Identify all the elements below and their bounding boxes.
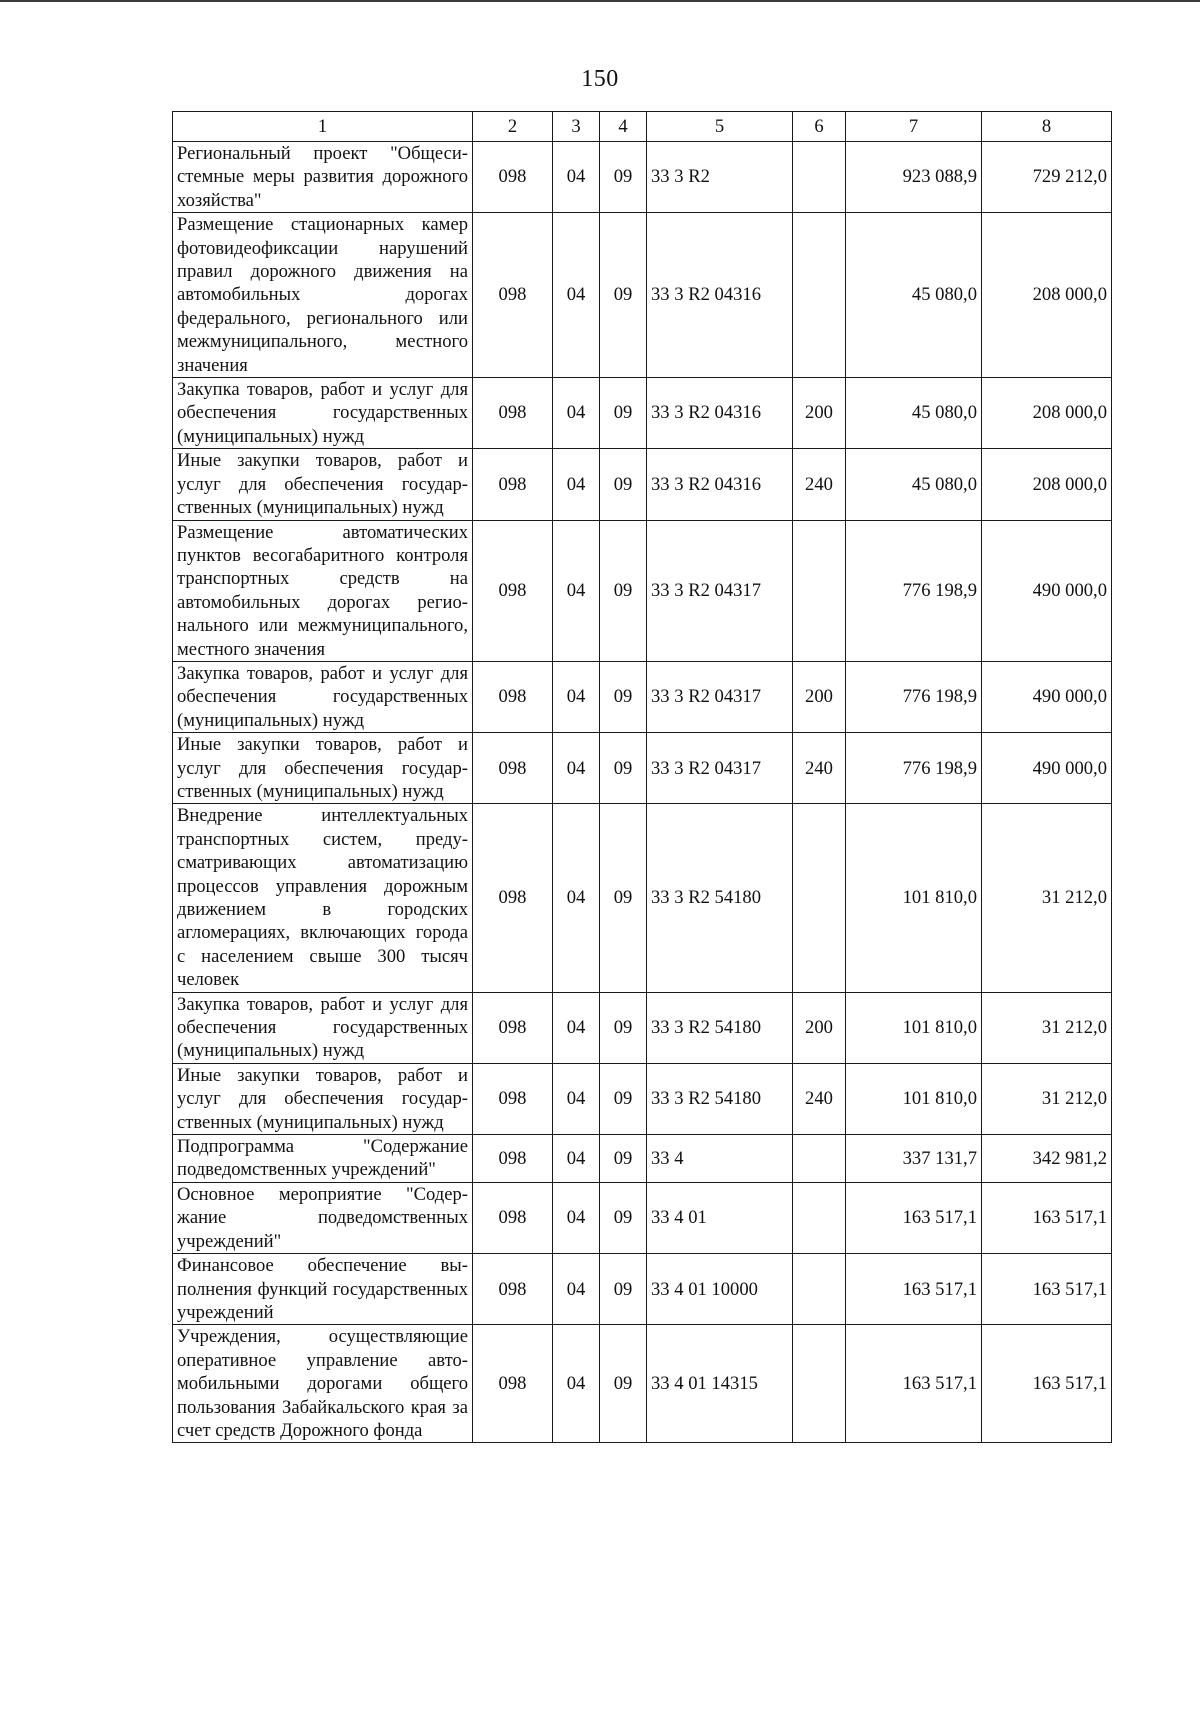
line-item-name: Внедрение интеллектуальных транспортных систем, предусматривающих автоматизацию процессов управления дорожным движением в городских агломерациях, включающих города с населением свыше 300 тысяч человек	[173, 804, 473, 992]
subsection-code: 09	[600, 804, 647, 992]
subsection-code: 09	[600, 1063, 647, 1134]
expense-type-code	[793, 520, 846, 661]
column-header: 6	[793, 112, 846, 142]
target-article-code: 33 3 R2 04317	[647, 520, 793, 661]
expense-type-code: 240	[793, 733, 846, 804]
subsection-code: 09	[600, 378, 647, 449]
ministry-code: 098	[473, 804, 553, 992]
target-article-code: 33 4	[647, 1135, 793, 1183]
ministry-code: 098	[473, 142, 553, 213]
section-code: 04	[553, 213, 600, 378]
section-code: 04	[553, 804, 600, 992]
amount-year-1: 923 088,9	[846, 142, 982, 213]
table-row	[173, 142, 1112, 213]
amount-year-1: 45 080,0	[846, 449, 982, 520]
ministry-code: 098	[473, 520, 553, 661]
subsection-code: 09	[600, 992, 647, 1063]
expense-type-code: 240	[793, 449, 846, 520]
budget-table	[172, 111, 1112, 1443]
amount-year-2: 31 212,0	[982, 804, 1112, 992]
top-border-line	[0, 0, 1200, 2]
target-article-code: 33 3 R2 04317	[647, 733, 793, 804]
line-item-name: Финансовое обеспечение выполнения функций государственных учреждений	[173, 1254, 473, 1325]
table-row	[173, 449, 1112, 520]
expense-type-code	[793, 804, 846, 992]
line-item-name: Закупка товаров, работ и услуг для обеспечения государственных (муниципальных) нужд	[173, 378, 473, 449]
amount-year-1: 163 517,1	[846, 1325, 982, 1443]
amount-year-1: 45 080,0	[846, 378, 982, 449]
amount-year-2: 208 000,0	[982, 378, 1112, 449]
subsection-code: 09	[600, 449, 647, 520]
section-code: 04	[553, 378, 600, 449]
amount-year-1: 101 810,0	[846, 992, 982, 1063]
amount-year-2: 208 000,0	[982, 213, 1112, 378]
column-header: 5	[647, 112, 793, 142]
amount-year-2: 342 981,2	[982, 1135, 1112, 1183]
subsection-code: 09	[600, 1135, 647, 1183]
expense-type-code: 200	[793, 661, 846, 732]
target-article-code: 33 4 01 10000	[647, 1254, 793, 1325]
amount-year-1: 101 810,0	[846, 1063, 982, 1134]
subsection-code: 09	[600, 733, 647, 804]
target-article-code: 33 4 01 14315	[647, 1325, 793, 1443]
section-code: 04	[553, 520, 600, 661]
subsection-code: 09	[600, 520, 647, 661]
amount-year-1: 776 198,9	[846, 733, 982, 804]
amount-year-2: 208 000,0	[982, 449, 1112, 520]
page-number: 150	[581, 66, 619, 92]
target-article-code: 33 3 R2 04317	[647, 661, 793, 732]
line-item-name: Размещение автоматических пунктов весогабаритного контроля транспортных средств на автомобильных дорогах регионального или межмуниципального, местного значения	[173, 520, 473, 661]
expense-type-code	[793, 142, 846, 213]
ministry-code: 098	[473, 992, 553, 1063]
table-row	[173, 1063, 1112, 1134]
amount-year-1: 163 517,1	[846, 1254, 982, 1325]
subsection-code: 09	[600, 1254, 647, 1325]
line-item-name: Иные закупки товаров, работ и услуг для обеспечения государственных (муниципальных) нужд	[173, 1063, 473, 1134]
target-article-code: 33 3 R2 04316	[647, 449, 793, 520]
target-article-code: 33 3 R2 04316	[647, 378, 793, 449]
subsection-code: 09	[600, 661, 647, 732]
section-code: 04	[553, 142, 600, 213]
expense-type-code	[793, 1135, 846, 1183]
amount-year-2: 163 517,1	[982, 1254, 1112, 1325]
section-code: 04	[553, 449, 600, 520]
line-item-name: Иные закупки товаров, работ и услуг для обеспечения государственных (муниципальных) нужд	[173, 733, 473, 804]
column-header: 3	[553, 112, 600, 142]
ministry-code: 098	[473, 449, 553, 520]
ministry-code: 098	[473, 1254, 553, 1325]
amount-year-2: 31 212,0	[982, 992, 1112, 1063]
column-header: 4	[600, 112, 647, 142]
ministry-code: 098	[473, 378, 553, 449]
amount-year-1: 337 131,7	[846, 1135, 982, 1183]
ministry-code: 098	[473, 1182, 553, 1253]
subsection-code: 09	[600, 1182, 647, 1253]
table-row	[173, 520, 1112, 661]
section-code: 04	[553, 1063, 600, 1134]
table-body	[173, 142, 1112, 1443]
line-item-name: Размещение стационарных камер фотовидеофиксации нарушений правил дорожного движения на автомобильных дорогах федерального, регионального или межмуниципального, местного значения	[173, 213, 473, 378]
table-row	[173, 213, 1112, 378]
amount-year-2: 31 212,0	[982, 1063, 1112, 1134]
section-code: 04	[553, 1135, 600, 1183]
table-row	[173, 1254, 1112, 1325]
amount-year-2: 163 517,1	[982, 1182, 1112, 1253]
table-row	[173, 378, 1112, 449]
amount-year-2: 490 000,0	[982, 520, 1112, 661]
expense-type-code	[793, 213, 846, 378]
ministry-code: 098	[473, 213, 553, 378]
table-row	[173, 804, 1112, 992]
table-row	[173, 992, 1112, 1063]
line-item-name: Закупка товаров, работ и услуг для обеспечения государственных (муниципальных) нужд	[173, 992, 473, 1063]
table-row	[173, 733, 1112, 804]
amount-year-2: 490 000,0	[982, 661, 1112, 732]
section-code: 04	[553, 1254, 600, 1325]
line-item-name: Подпрограмма "Содержание подведомственных учреждений"	[173, 1135, 473, 1183]
expense-type-code	[793, 1325, 846, 1443]
amount-year-1: 45 080,0	[846, 213, 982, 378]
target-article-code: 33 3 R2	[647, 142, 793, 213]
target-article-code: 33 3 R2 54180	[647, 992, 793, 1063]
target-article-code: 33 3 R2 54180	[647, 1063, 793, 1134]
column-header: 1	[173, 112, 473, 142]
section-code: 04	[553, 992, 600, 1063]
amount-year-1: 163 517,1	[846, 1182, 982, 1253]
column-header: 2	[473, 112, 553, 142]
expense-type-code: 200	[793, 992, 846, 1063]
amount-year-2: 729 212,0	[982, 142, 1112, 213]
section-code: 04	[553, 661, 600, 732]
line-item-name: Иные закупки товаров, работ и услуг для обеспечения государственных (муниципальных) нужд	[173, 449, 473, 520]
line-item-name: Региональный проект "Общесистемные меры развития дорожного хозяйства"	[173, 142, 473, 213]
subsection-code: 09	[600, 213, 647, 378]
line-item-name: Основное мероприятие "Содержание подведомственных учреждений"	[173, 1182, 473, 1253]
ministry-code: 098	[473, 1063, 553, 1134]
expense-type-code	[793, 1254, 846, 1325]
table-row	[173, 1182, 1112, 1253]
expense-type-code: 200	[793, 378, 846, 449]
ministry-code: 098	[473, 1325, 553, 1443]
table-row	[173, 661, 1112, 732]
line-item-name: Учреждения, осуществляющие оперативное управление автомобильными дорогами общего пользования Забайкальского края за счет средств Дорожного фонда	[173, 1325, 473, 1443]
amount-year-2: 490 000,0	[982, 733, 1112, 804]
ministry-code: 098	[473, 1135, 553, 1183]
expense-type-code	[793, 1182, 846, 1253]
ministry-code: 098	[473, 661, 553, 732]
amount-year-1: 776 198,9	[846, 661, 982, 732]
target-article-code: 33 3 R2 04316	[647, 213, 793, 378]
column-header: 7	[846, 112, 982, 142]
target-article-code: 33 4 01	[647, 1182, 793, 1253]
column-header: 8	[982, 112, 1112, 142]
table-row	[173, 1135, 1112, 1183]
subsection-code: 09	[600, 142, 647, 213]
ministry-code: 098	[473, 733, 553, 804]
table-header-row	[173, 112, 1112, 142]
amount-year-2: 163 517,1	[982, 1325, 1112, 1443]
section-code: 04	[553, 1182, 600, 1253]
amount-year-1: 101 810,0	[846, 804, 982, 992]
section-code: 04	[553, 1325, 600, 1443]
amount-year-1: 776 198,9	[846, 520, 982, 661]
expense-type-code: 240	[793, 1063, 846, 1134]
section-code: 04	[553, 733, 600, 804]
target-article-code: 33 3 R2 54180	[647, 804, 793, 992]
line-item-name: Закупка товаров, работ и услуг для обеспечения государственных (муниципальных) нужд	[173, 661, 473, 732]
table-row	[173, 1325, 1112, 1443]
subsection-code: 09	[600, 1325, 647, 1443]
